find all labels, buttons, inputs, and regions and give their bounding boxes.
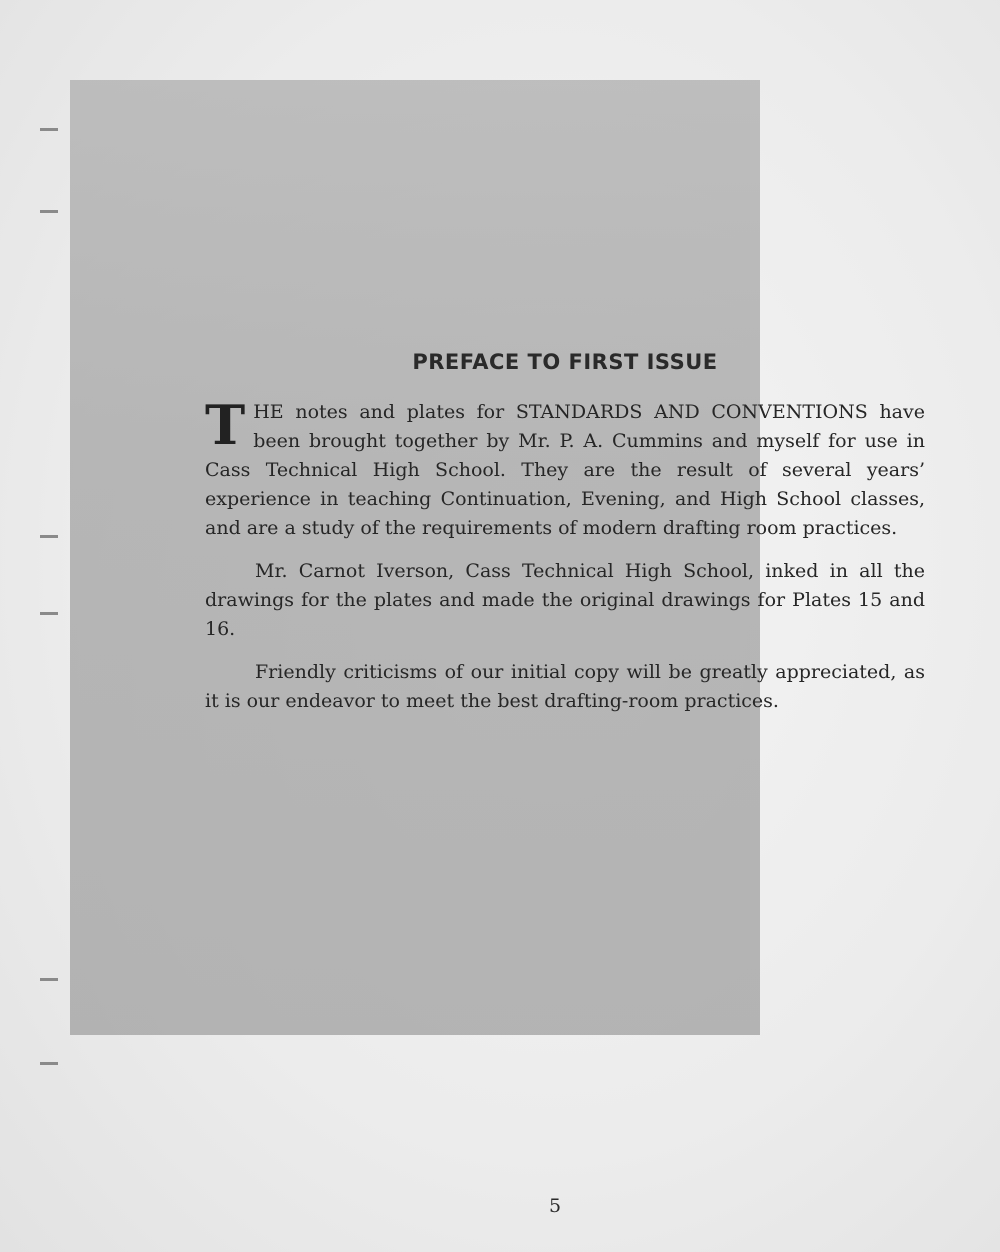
- binding-mark: [40, 210, 58, 213]
- binding-mark: [40, 1062, 58, 1065]
- page-title: PREFACE TO FIRST ISSUE: [412, 350, 718, 374]
- binding-mark: [40, 978, 58, 981]
- paragraph-1-text: HE notes and plates for STANDARDS AND CONVENTIONS have been brought together by Mr. P. A. Cummins and myself for use in Cass Technical High School. They are the result of several years’ experience in teaching Continuation, Evening, and High School classes, and are a study of the requirements of modern drafting room practices.: [205, 401, 925, 539]
- paragraph-2: Mr. Carnot Iverson, Cass Technical High School, inked in all the drawings for the plates and made the original drawings for Plates 15 and 16.: [205, 560, 925, 640]
- binding-mark: [40, 612, 58, 615]
- preface-content: [205, 350, 925, 730]
- paragraph-1: [205, 393, 925, 543]
- drop-cap: T: [205, 393, 246, 457]
- paragraph-3: Friendly criticisms of our initial copy will be greatly appreciated, as it is our endeavor to meet the best drafting-room practices.: [205, 661, 925, 712]
- page-number: 5: [548, 1195, 562, 1217]
- binding-mark: [40, 535, 58, 538]
- binding-mark: [40, 128, 58, 131]
